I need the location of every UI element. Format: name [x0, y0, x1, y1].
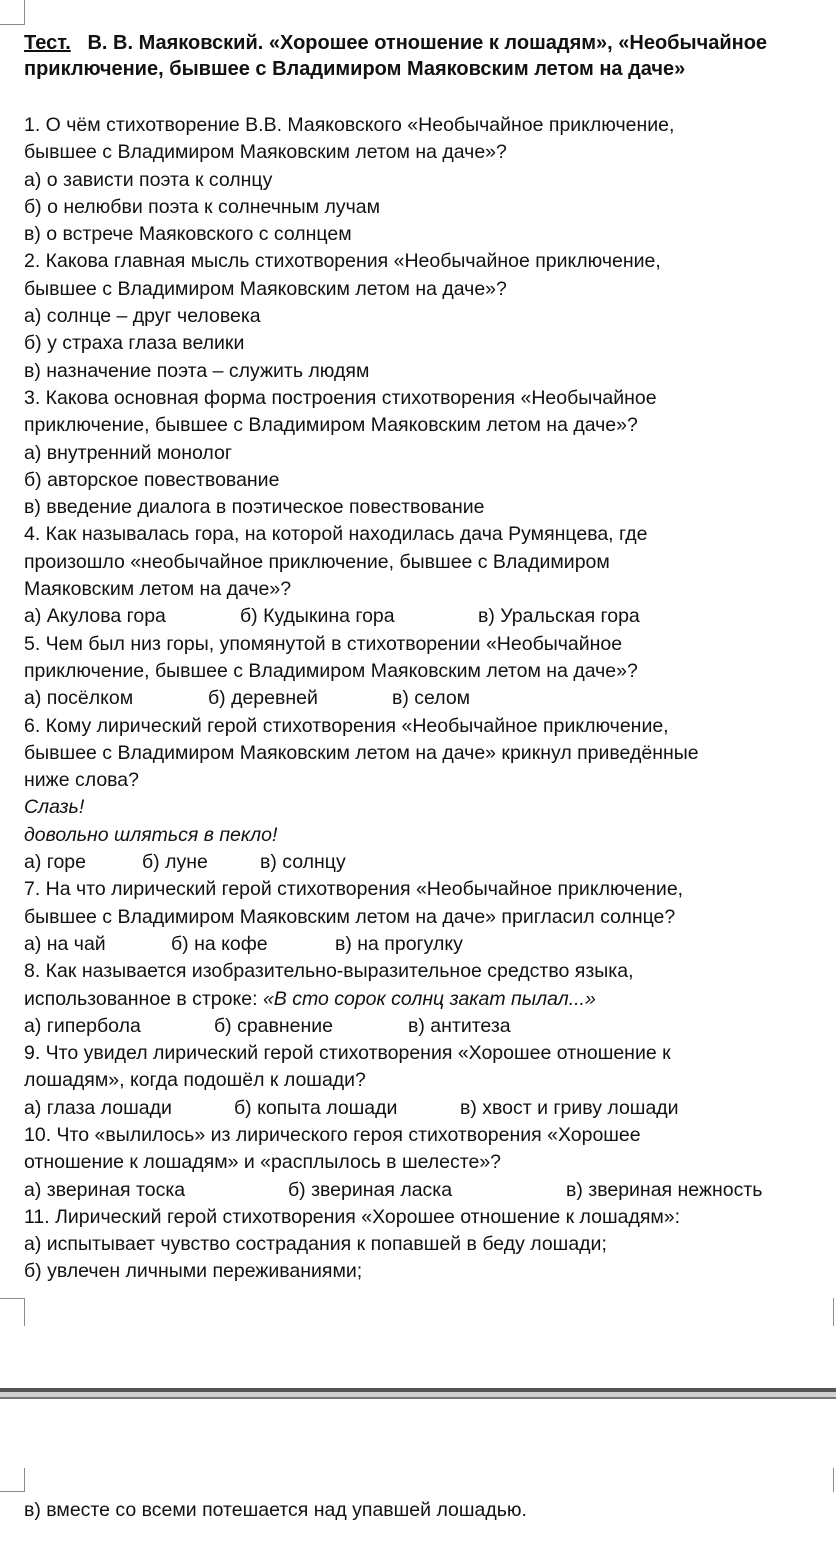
question-8-option-b: б) сравнение: [214, 1014, 333, 1037]
question-4-option-a: а) Акулова гора: [24, 605, 166, 628]
question-5-options: [24, 685, 824, 712]
question-2-text: 2. Какова главная мысль стихотворения «Необычайное приключение,: [24, 250, 661, 273]
page-corner-mark: [833, 1468, 834, 1492]
question-10-option-c: в) звериная нежность: [566, 1178, 763, 1201]
question-2-option-c: в) назначение поэта – служить людям: [24, 359, 370, 382]
test-questions: [24, 112, 824, 1286]
question-6-text-cont: бывшее с Владимиром Маяковским летом на даче» крикнул приведённые: [24, 741, 699, 764]
question-5-text: 5. Чем был низ горы, упомянутой в стихотворении «Необычайное: [24, 632, 623, 655]
question-11-text: 11. Лирический герой стихотворения «Хорошее отношение к лошадям»:: [24, 1205, 681, 1228]
question-3-option-a: а) внутренний монолог: [24, 441, 232, 464]
question-3-text: 3. Какова основная форма построения стихотворения «Необычайное: [24, 386, 657, 409]
test-label: Тест.: [24, 32, 71, 54]
page-corner-mark: [0, 1491, 25, 1492]
question-9-option-c: в) хвост и гриву лошади: [460, 1096, 679, 1119]
question-10-text-cont: отношение к лошадям» и «расплылось в шелесте»?: [24, 1151, 502, 1174]
question-8-text-cont: [24, 986, 824, 1013]
question-4-text: 4. Как называлась гора, на которой находилась дача Румянцева, где: [24, 523, 648, 546]
question-1-text-cont: бывшее с Владимиром Маяковским летом на даче»?: [24, 141, 507, 164]
question-6-text-cont-2: ниже слова?: [24, 769, 139, 792]
question-2-text-cont: бывшее с Владимиром Маяковским летом на даче»?: [24, 277, 507, 300]
question-6-option-a: а) горе: [24, 851, 86, 874]
question-10-text: 10. Что «вылилось» из лирического героя стихотворения «Хорошее: [24, 1123, 641, 1146]
question-10-option-b: б) звериная ласка: [288, 1178, 453, 1201]
question-10-option-a: а) звериная тоска: [24, 1178, 186, 1201]
question-7-option-a: а) на чай: [24, 932, 106, 955]
document-title: [24, 30, 824, 82]
question-7-text-cont: бывшее с Владимиром Маяковским летом на даче» пригласил солнце?: [24, 905, 676, 928]
page-corner-mark: [24, 0, 25, 24]
page-corner-mark: [833, 1298, 834, 1326]
question-11-option-a: а) испытывает чувство сострадания к попавшей в беду лошади;: [24, 1233, 607, 1256]
question-5-option-b: б) деревней: [208, 687, 318, 710]
question-8-option-a: а) гипербола: [24, 1014, 141, 1037]
page-corner-mark: [0, 1298, 25, 1299]
question-1-option-b: б) о нелюбви поэта к солнечным лучам: [24, 195, 381, 218]
page-corner-mark: [24, 1468, 25, 1492]
question-3-text-cont: приключение, бывшее с Владимиром Маяковским летом на даче»?: [24, 414, 638, 437]
question-1-option-a: а) о зависти поэта к солнцу: [24, 168, 273, 191]
question-5-text-cont: приключение, бывшее с Владимиром Маяковским летом на даче»?: [24, 659, 638, 682]
question-4-text-cont-2: Маяковским летом на даче»?: [24, 578, 292, 601]
question-10-options: [24, 1177, 824, 1204]
question-2-option-b: б) у страха глаза велики: [24, 332, 245, 355]
question-11-option-b: б) увлечен личными переживаниями;: [24, 1260, 363, 1283]
title-line-2: приключение, бывшее с Владимиром Маяковским летом на даче»: [24, 58, 686, 80]
title-line-1: В. В. Маяковский. «Хорошее отношение к лошадям», «Необычайное: [87, 32, 768, 54]
question-6-option-c: в) солнцу: [260, 851, 346, 874]
page-corner-mark: [0, 24, 25, 25]
question-7-option-b: б) на кофе: [171, 932, 268, 955]
question-8-option-c: в) антитеза: [408, 1014, 511, 1037]
question-6-text: 6. Кому лирический герой стихотворения «Необычайное приключение,: [24, 714, 669, 737]
question-8-text-prefix: использованное в строке:: [24, 987, 258, 1010]
question-1-text: 1. О чём стихотворение В.В. Маяковского «Необычайное приключение,: [24, 114, 675, 136]
question-9-text-cont: лошадям», когда подошёл к лошади?: [24, 1069, 366, 1092]
question-3-option-b: б) авторское повествование: [24, 468, 280, 491]
question-1-option-c: в) о встрече Маяковского с солнцем: [24, 223, 352, 246]
question-9-options: [24, 1095, 824, 1122]
question-8-options: [24, 1013, 824, 1040]
question-2-option-a: а) солнце – друг человека: [24, 305, 261, 328]
question-3-option-c: в) введение диалога в поэтическое повествование: [24, 496, 485, 519]
question-7-text: 7. На что лирический герой стихотворения «Необычайное приключение,: [24, 878, 684, 901]
question-9-option-b: б) копыта лошади: [234, 1096, 398, 1119]
question-5-option-a: а) посёлком: [24, 687, 134, 710]
question-11-option-c: в) вместе со всеми потешается над упавшей лошадью.: [24, 1499, 527, 1521]
question-4-options: [24, 603, 824, 630]
page-break-bottom-line: [0, 1397, 836, 1399]
question-6-quote-2: довольно шляться в пекло!: [24, 823, 278, 846]
question-4-text-cont: произошло «необычайное приключение, бывшее с Владимиром: [24, 550, 610, 573]
question-7-option-c: в) на прогулку: [335, 932, 463, 955]
question-6-quote-1: Слазь!: [24, 796, 85, 819]
question-9-option-a: а) глаза лошади: [24, 1096, 172, 1119]
question-7-options: [24, 931, 824, 958]
question-6-options: [24, 849, 824, 876]
question-4-option-c: в) Уральская гора: [478, 605, 640, 628]
question-4-option-b: б) Кудыкина гора: [240, 605, 395, 628]
question-6-option-b: б) луне: [142, 851, 208, 874]
page-corner-mark: [24, 1298, 25, 1326]
question-8-quote: «В сто сорок солнц закат пылал...»: [262, 987, 596, 1010]
question-9-text: 9. Что увидел лирический герой стихотворения «Хорошее отношение к: [24, 1042, 671, 1065]
question-5-option-c: в) селом: [392, 687, 471, 710]
question-8-text: 8. Как называется изобразительно-выразительное средство языка,: [24, 960, 634, 983]
